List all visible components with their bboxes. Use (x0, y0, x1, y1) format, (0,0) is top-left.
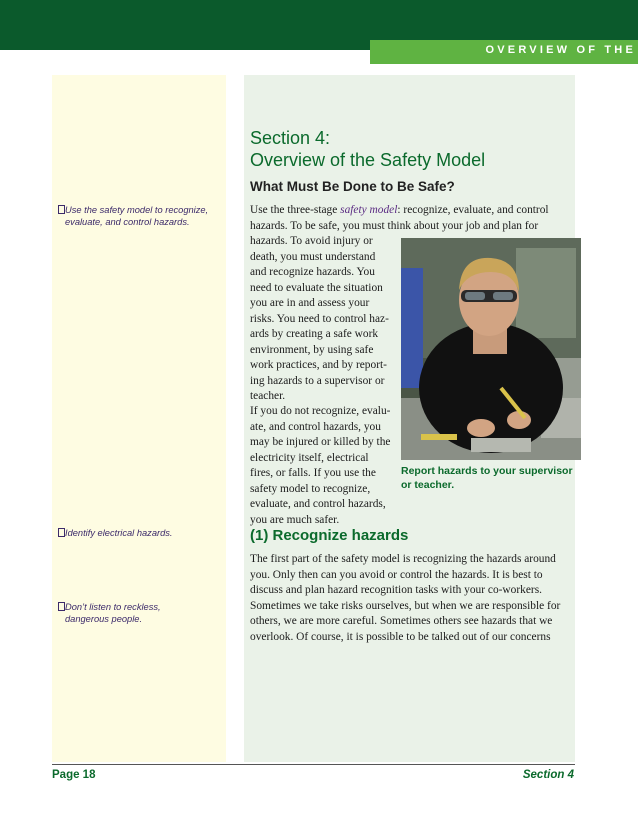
subheading: What Must Be Done to Be Safe? (250, 179, 455, 194)
checkbox-bullet-icon (58, 205, 65, 214)
intro-paragraph: Use the three-stage safety model: recognize, evaluate, and control hazards. To be safe, you must think about your job and plan for (250, 204, 549, 232)
paragraph-recognize-hazards: The first part of the safety model is recognizing the hazards around you. Only then can you avoid or control the hazards. It is best to discuss and plan hazard recognition tasks with your co-workers. Sometimes we take risks ourselves, but when we are responsible for others, we are more careful. Sometimes others see hazards that we overlook. Of course, it is possible to be talked out of our concerns (250, 553, 561, 643)
checkbox-bullet-icon (58, 528, 65, 537)
margin-sidebar (52, 75, 226, 762)
paragraph-recognize: hazards. To avoid injury or death, you must understand and recognize hazards. You need to evaluate the situation you are in and assess your risks. You need to control haz- ards by creating a safe work environment, by using safe work practices, and by report- ing hazards to a supervisor or teacher. (250, 235, 389, 402)
margin-note-identify-hazards: Identify electrical hazards. (58, 527, 226, 539)
margin-note-safety-model: Use the safety model to recognize, evaluate, and control hazards. (58, 204, 226, 228)
page-number: Page 18 (52, 769, 96, 781)
margin-note-reckless-people: Don’t listen to reckless, dangerous people. (58, 601, 226, 625)
paragraph-consequences: If you do not recognize, evalu- ate, and control hazards, you may be injured or killed by the electricity itself, electrical fires, or falls. If you use the safety model to recognize, evaluate, and control hazards, you are much safer. (250, 405, 391, 526)
photo-caption: Report hazards to your supervisor or teacher. (401, 465, 573, 491)
section-title: Section 4: Overview of the Safety Model (250, 128, 486, 170)
safety-model-term: safety model (340, 204, 398, 216)
footer-divider (52, 764, 575, 765)
running-header: OVERVIEW OF THE (485, 44, 636, 56)
checkbox-bullet-icon (58, 602, 65, 611)
recognize-hazards-heading: (1) Recognize hazards (250, 527, 409, 544)
worker-photo (401, 238, 581, 460)
footer-section-label: Section 4 (522, 769, 574, 781)
worker-photo-illustration (401, 238, 581, 460)
